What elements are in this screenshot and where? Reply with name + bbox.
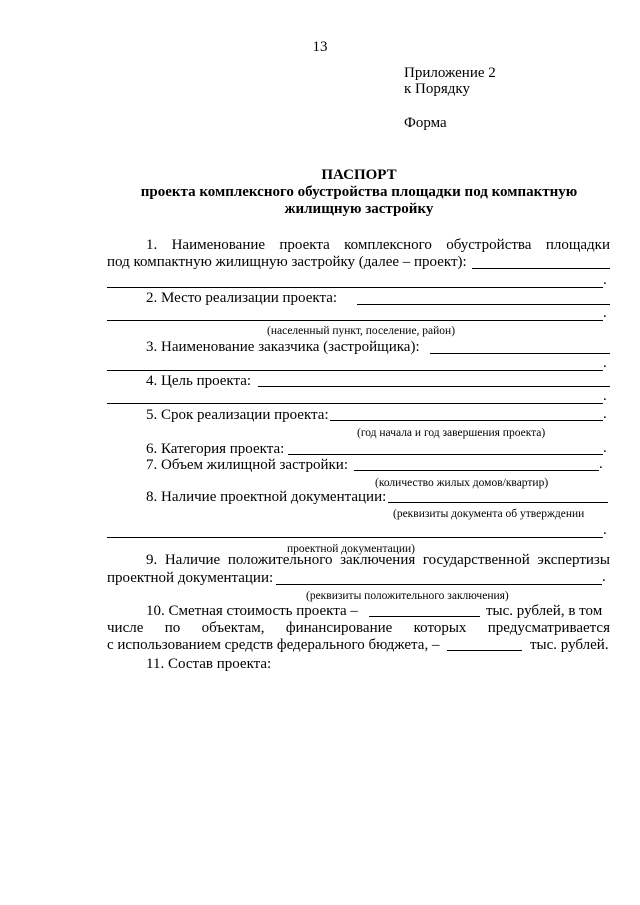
item-6-label: 6. Категория проекта:	[146, 441, 285, 457]
item-7-hint: (количество жилых домов/квартир)	[375, 477, 549, 489]
form-label: Форма	[404, 115, 447, 131]
item-8-label: 8. Наличие проектной документации:	[146, 489, 387, 505]
word: которых	[413, 620, 467, 636]
word: 9.	[146, 552, 158, 568]
item-5-hint: (год начала и год завершения проекта)	[357, 427, 546, 439]
item-2-fill-line-b	[107, 320, 603, 321]
item-2-label: 2. Место реализации проекта:	[146, 290, 338, 306]
word: государственной	[422, 552, 530, 568]
item-10-federal-fill-line	[447, 650, 522, 651]
item-5-period: .	[603, 406, 607, 422]
document-subtitle-line-1: проекта комплексного обустройства площадки под компактную	[140, 184, 578, 200]
item-8-fill-line-a	[388, 502, 608, 503]
word: экспертизы	[537, 552, 610, 568]
word: положительного	[227, 552, 333, 568]
item-1-line-1	[146, 236, 610, 254]
word: объектам,	[201, 620, 265, 636]
item-1-fill-line-b	[107, 287, 603, 288]
item-6-period: .	[603, 440, 607, 456]
document-subtitle-line-2: жилищную застройку	[284, 201, 434, 217]
item-10-line-3: с использованием средств федерального бюджета, –	[107, 637, 440, 653]
item-8-fill-line-b	[107, 537, 603, 538]
item-1-line-2: под компактную жилищную застройку (далее – проект):	[107, 254, 467, 270]
item-8-period: .	[603, 522, 607, 538]
item-3-fill-line-a	[430, 353, 610, 354]
item-11-label: 11. Состав проекта:	[146, 656, 272, 672]
item-4-fill-line-a	[258, 386, 610, 387]
item-4-fill-line-b	[107, 403, 603, 404]
item-10-cost-fill-line	[369, 616, 480, 617]
order-reference: к Порядку	[404, 81, 470, 97]
item-3-fill-line-b	[107, 370, 603, 371]
item-9-fill-line	[276, 584, 602, 585]
word: 1.	[146, 237, 158, 253]
item-9-line-2: проектной документации:	[107, 570, 274, 586]
item-8-hint-line-1: (реквизиты документа об утверждении	[393, 508, 585, 520]
item-4-label: 4. Цель проекта:	[146, 373, 252, 389]
item-7-fill-line	[354, 470, 599, 471]
item-1-fill-line-a	[472, 268, 610, 269]
item-4-period: .	[603, 388, 607, 404]
page-number: 13	[312, 39, 328, 55]
item-2-hint: (населенный пункт, поселение, район)	[267, 325, 456, 337]
document-title: ПАСПОРТ	[321, 167, 397, 183]
item-10-line-2	[107, 619, 610, 637]
item-7-label: 7. Объем жилищной застройки:	[146, 457, 348, 473]
item-10-line-1a: 10. Сметная стоимость проекта –	[146, 603, 358, 619]
item-7-period: .	[599, 456, 603, 472]
item-9-period: .	[602, 569, 606, 585]
word: предусматривается	[487, 620, 610, 636]
word: Наименование	[171, 237, 266, 253]
item-2-fill-line-a	[357, 304, 610, 305]
word: площадки	[545, 237, 610, 253]
word: комплексного	[344, 237, 432, 253]
item-8-hint-line-2: проектной документации)	[287, 543, 416, 555]
word: заключения	[340, 552, 416, 568]
item-2-period: .	[603, 305, 607, 321]
item-10-line-1b: тыс. рублей, в том	[486, 603, 603, 619]
item-9-hint: (реквизиты положительного заключения)	[306, 590, 509, 602]
word: Наличие	[164, 552, 221, 568]
appendix-label: Приложение 2	[404, 65, 496, 81]
item-9-line-1	[146, 551, 610, 569]
item-5-fill-line	[330, 420, 603, 421]
item-6-fill-line	[288, 454, 603, 455]
item-10-line-3b: тыс. рублей.	[530, 637, 609, 653]
word: числе	[107, 620, 144, 636]
word: по	[164, 620, 181, 636]
item-1-period: .	[603, 272, 607, 288]
word: обустройства	[446, 237, 532, 253]
word: финансирование	[285, 620, 393, 636]
item-5-label: 5. Срок реализации проекта:	[146, 407, 329, 423]
word: проекта	[279, 237, 330, 253]
item-3-label: 3. Наименование заказчика (застройщика):	[146, 339, 420, 355]
item-3-period: .	[603, 355, 607, 371]
